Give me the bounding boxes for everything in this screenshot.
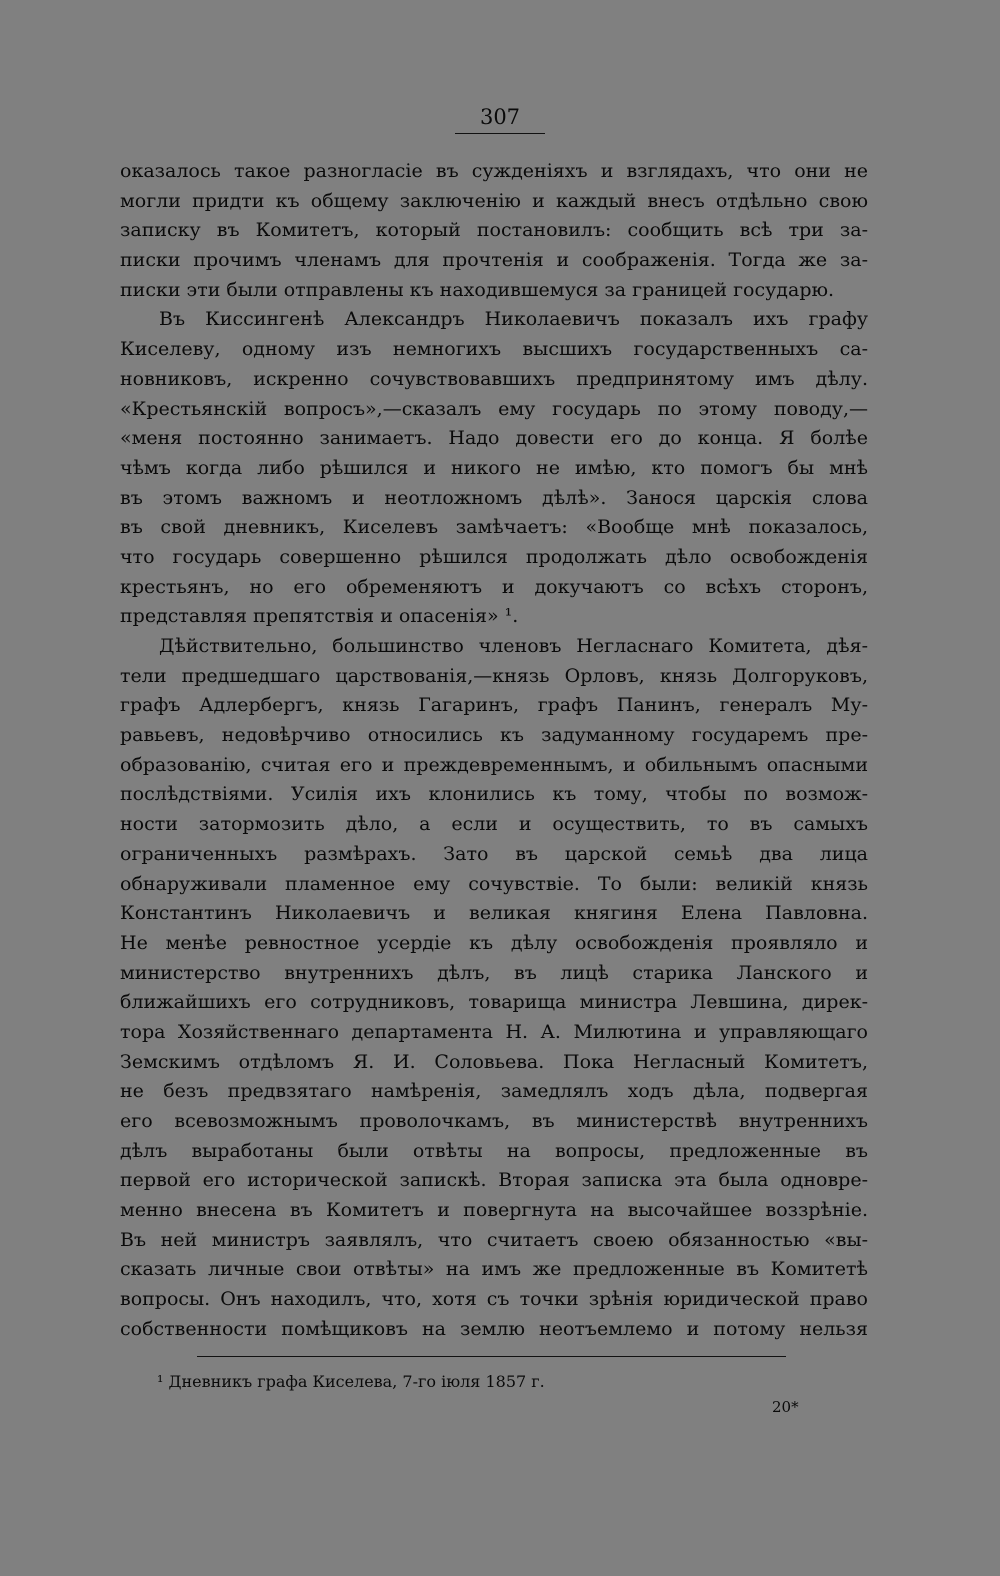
text-line: дѣлъ выработаны были отвѣты на вопросы, предложенные въ [120,1139,868,1162]
text-line: тора Хозяйственнаго департамента Н. А. Милютина и управляющаго [120,1020,868,1043]
text-line: Константинъ Николаевичъ и великая княгиня Елена Павловна. [120,902,868,925]
text-line: оказалось такое разногласіе въ сужденіяхъ и взглядахъ, что они не [120,160,868,182]
text-line: Дѣйствительно, большинство членовъ Негласнаго Комитета, дѣя- [159,635,868,657]
text-line: первой его исторической запискѣ. Вторая записка эта была одновре- [120,1169,868,1192]
text-line: собственности помѣщиковъ на землю неотъемлемо и потому нельзя [120,1317,868,1340]
footnote: ¹ Дневникъ графа Киселева, 7-го іюля 1857 г. [157,1372,545,1391]
text-line: въ этомъ важномъ и неотложномъ дѣлѣ». Занося царскія слова [120,486,868,509]
text-line: министерство внутреннихъ дѣлъ, въ лицѣ старика Ланского и [120,961,868,984]
text-line: его всевозможнымъ проволочкамъ, въ министерствѣ внутреннихъ [120,1110,868,1132]
text-line: что государь совершенно рѣшился продолжать дѣло освобожденія [120,545,868,568]
text-line: записку въ Комитетъ, который постановилъ: сообщить всѣ три за- [120,219,868,242]
text-line: писки прочимъ членамъ для прочтенія и соображенія. Тогда же за- [120,249,868,272]
text-line: графъ Адлербергъ, князь Гагаринъ, графъ Панинъ, генералъ Му- [120,694,868,717]
text-line: Киселеву, одному изъ немногихъ высшихъ государственныхъ са- [120,338,868,361]
text-line: Въ ней министръ заявлялъ, что считаетъ своею обязанностью «вы- [120,1228,868,1251]
text-line: «Крестьянскій вопросъ»,—сказалъ ему государь по этому поводу,— [120,397,868,420]
text-line: ограниченныхъ размѣрахъ. Зато въ царской семьѣ два лица [120,842,868,865]
text-line: «меня постоянно занимаетъ. Надо довести его до конца. Я болѣе [120,427,868,450]
text-line: тели предшедшаго царствованія,—князь Орловъ, князь Долгоруковъ, [120,664,868,687]
text-line: равьевъ, недовѣрчиво относились къ задуманному государемъ пре- [120,724,868,747]
text-line: вопросы. Онъ находилъ, что, хотя съ точки зрѣнія юридической право [120,1288,868,1311]
text-line: менно внесена въ Комитетъ и повергнута на высочайшее воззрѣніе. [120,1199,868,1222]
text-line: сказать личные свои отвѣты» на имъ же предложенные въ Комитетѣ [120,1258,868,1281]
text-line: ближайшихъ его сотрудниковъ, товарища министра Левшина, дирек- [120,991,868,1014]
text-line: Не менѣе ревностное усердіе къ дѣлу освобожденія проявляло и [120,931,868,954]
text-line: могли придти къ общему заключенію и каждый внесъ отдѣльно свою [120,189,868,212]
text-line: въ свой дневникъ, Киселевъ замѣчаетъ: «Вообще мнѣ показалось, [120,516,868,539]
text-line: образованію, считая его и преждевременнымъ, и обильнымъ опасными [120,753,868,776]
text-line: ности затормозить дѣло, а если и осуществить, то въ самыхъ [120,813,868,836]
text-line: новниковъ, искренно сочувствовавшихъ предпринятому имъ дѣлу. [120,367,868,390]
text-line: писки эти были отправлены къ находившемуся за границей государю. [120,278,835,301]
text-line: крестьянъ, но его обременяютъ и докучаютъ со всѣхъ сторонъ, [120,575,868,598]
page-number: 307 [455,104,545,134]
text-line: представляя препятствія и опасенія» ¹. [120,605,519,628]
text-line: Въ Киссингенѣ Александръ Николаевичъ показалъ ихъ графу [159,308,868,331]
text-line: Земскимъ отдѣломъ Я. И. Соловьева. Пока Негласный Комитетъ, [120,1050,868,1073]
text-line: не безъ предвзятаго намѣренія, замедлялъ ходъ дѣла, подвергая [120,1080,868,1103]
footnote-divider [197,1356,786,1357]
text-line: послѣдствіями. Усилія ихъ клонились къ тому, чтобы по возмож- [120,783,868,806]
text-line: обнаруживали пламенное ему сочувствіе. То были: великій князь [120,872,868,895]
signature-mark: 20* [772,1398,799,1416]
body-text [120,157,868,1345]
text-line: чѣмъ когда либо рѣшился и никого не имѣю, кто помогъ бы мнѣ [120,456,868,479]
